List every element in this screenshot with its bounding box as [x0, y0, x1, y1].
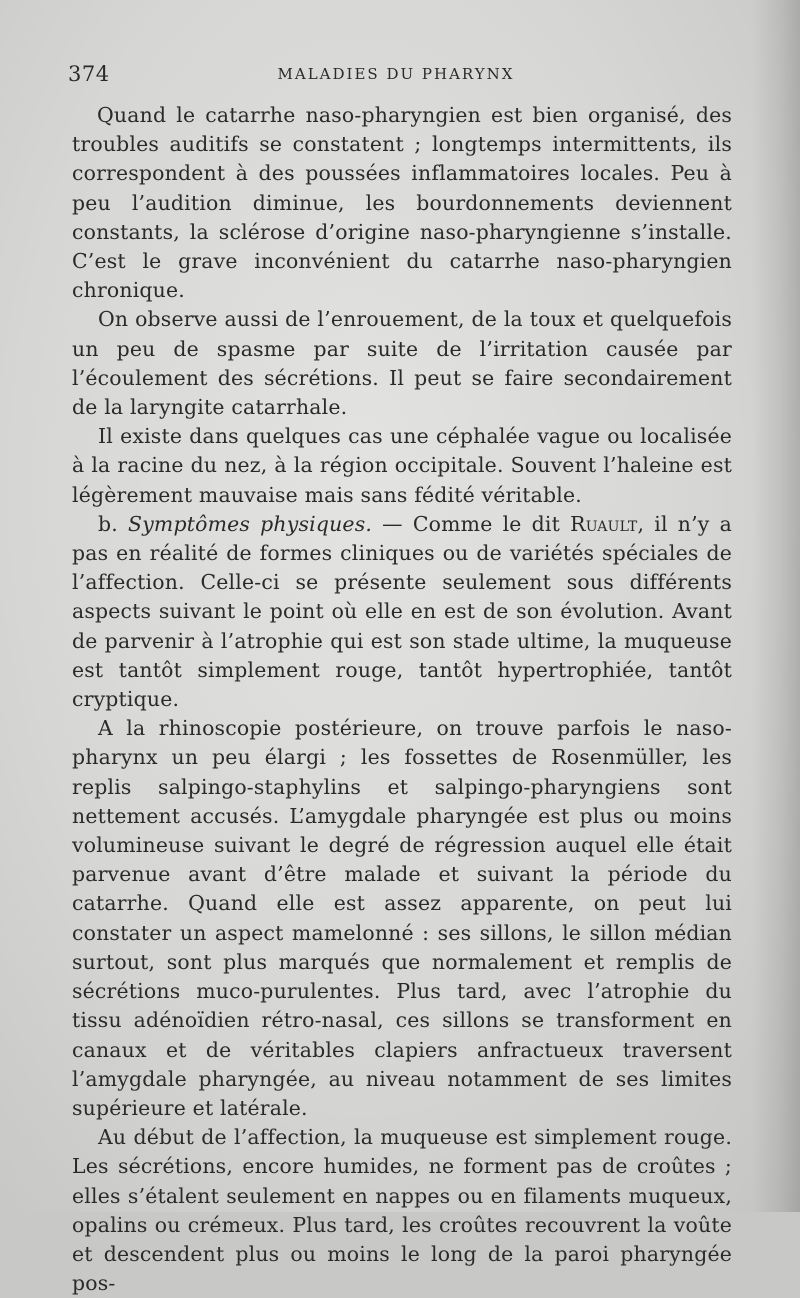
- page-header: [68, 62, 724, 92]
- page-gutter-shadow: [752, 0, 800, 1212]
- paragraph-early-stage: Au début de l’affection, la muqueuse est simplement rouge. Les sécrétions, encore humides, ne forment pas de croûtes ; elles s’étalent seulement en nappes ou en filaments muqueux, opalins ou crémeux. Plus tard, les croûtes recouvrent la voûte et descendent plus ou moins le long de la paroi pharyngée pos-: [72, 1125, 732, 1296]
- running-head: MALADIES DU PHARYNX: [277, 65, 515, 83]
- page-body: [72, 101, 732, 1298]
- page-number: 374: [68, 62, 110, 86]
- section-rubric: Symptômes physiques.: [128, 511, 373, 536]
- paragraph-body: , il n’y a pas en réalité de formes cliniques ou de variétés spéciales de l’affection. Celle-ci se présente seulement sous différents aspects suivant le point où elle en est de son évolution. Avant de parvenir à l’atrophie qui est son stade ultime, la muqueuse est tantôt simplement rouge, tantôt hypertrophiée, tantôt cryptique.: [72, 511, 732, 712]
- paragraph-auditory-troubles: Quand le catarrhe naso-pharyngien est bien organisé, des troubles auditifs se constatent ; longtemps intermittents, ils correspondent à des poussées inflammatoires locales. Peu à peu l’audition diminue, les bourdonnements deviennent constants, la sclérose d’origine naso-pharyngienne s’installe. C’est le grave inconvénient du catarrhe naso-pharyngien chronique.: [72, 103, 732, 303]
- paragraph-rhinoscopy: A la rhinoscopie postérieure, on trouve parfois le naso-pharynx un peu élargi ; les fossettes de Rosenmüller, les replis salpingo-staphylins et salpingo-pharyngiens sont nettement accusés. L’amygdale pharyngée est plus ou moins volumineuse suivant le degré de régression auquel elle était parvenue avant d’être malade et suivant la période du catarrhe. Quand elle est assez apparente, on peut lui constater un aspect mamelonné : ses sillons, le sillon médian surtout, sont plus marqués que normalement et remplis de sécrétions muco-purulentes. Plus tard, avec l’atrophie du tissu adénoïdien rétro-nasal, ces sillons se transforment en canaux et de véritables clapiers anfractueux traversent l’amygdale pharyngée, au niveau notamment de ses limites supérieure et latérale.: [72, 716, 732, 1120]
- paragraph-hoarseness: On observe aussi de l’enrouement, de la toux et quelquefois un peu de spasme par suite de l’irritation causée par l’écoulement des sécrétions. Il peut se faire secondairement de la laryngite catarrhale.: [72, 307, 732, 420]
- section-marker: b.: [98, 511, 129, 536]
- cited-author: Ruault: [570, 511, 638, 536]
- paragraph-headache: Il existe dans quelques cas une céphalée vague ou localisée à la racine du nez, à la région occipitale. Souvent l’haleine est légèrement mauvaise mais sans fédité véritable.: [72, 424, 732, 507]
- paragraph-lead-in: — Comme le dit: [372, 511, 571, 536]
- paragraph-physical-symptoms: [72, 510, 732, 714]
